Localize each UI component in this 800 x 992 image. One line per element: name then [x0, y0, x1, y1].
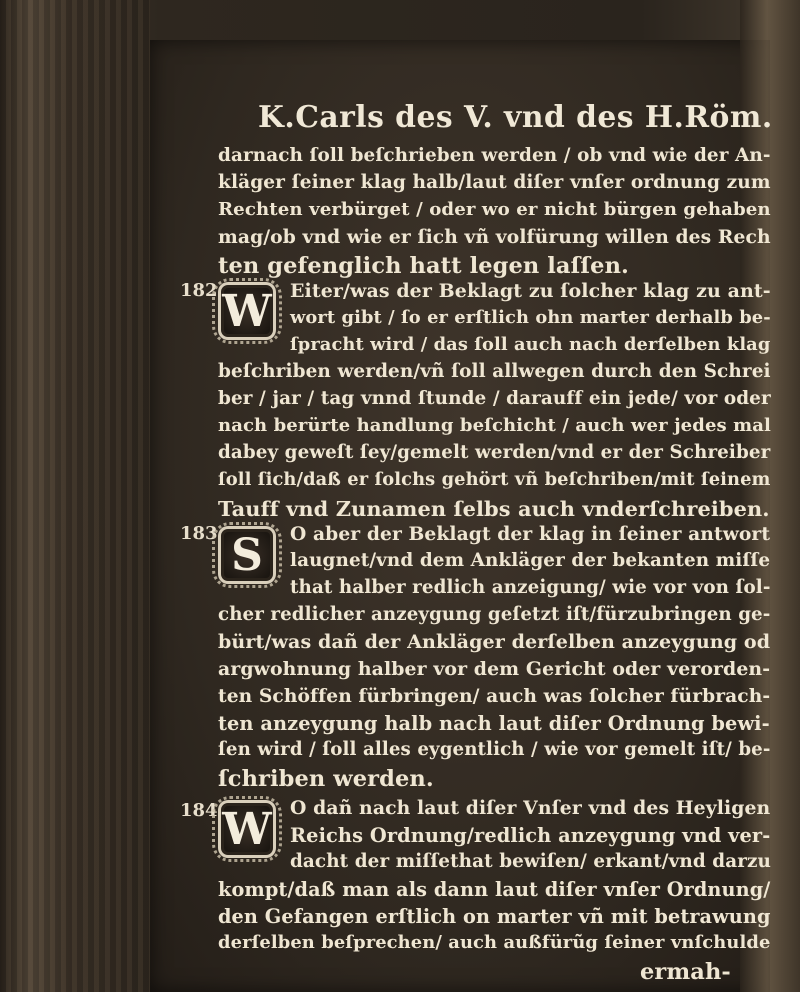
- text-line: O dañ nach laut diſer Vnſer vnd des Heyligen: [290, 797, 771, 819]
- article-number: 182: [180, 280, 218, 301]
- decorated-initial: [218, 526, 276, 584]
- text-line: derſelben beſprechen/ auch außfürũg ſeiner vnſchulde: [218, 932, 771, 953]
- text-line: mag/ob vnd wie er ſich vñ volfürung willen des Rech: [218, 226, 771, 248]
- text-line: Eiter/was der Beklagt zu ſolcher klag zu ant-: [290, 280, 771, 302]
- page-stack-left: [0, 0, 150, 992]
- text-line: Rechten verbürget / oder wo er nicht bürgen gehaben: [218, 199, 771, 220]
- text-line: wort gibt / ſo er erſtlich ohn marter derhalb be-: [290, 307, 771, 328]
- article-number: 184: [180, 800, 218, 821]
- text-line: bürt/was dañ der Ankläger derſelben anzeygung od: [218, 631, 771, 653]
- initial-letter: S: [231, 529, 263, 581]
- catchword: ermah-: [640, 959, 731, 985]
- text-line: ſoll ſich/daß er ſolchs gehört vñ beſchriben/mit ſeinem: [218, 469, 771, 490]
- text-line: ſpracht wird / das ſoll auch nach derſelben klag: [290, 334, 771, 355]
- initial-letter: W: [222, 285, 272, 337]
- article-number: 183: [180, 523, 218, 544]
- text-line: beſchriben werden/vñ ſoll allwegen durch den Schrei: [218, 361, 771, 382]
- text-line: dacht der miſſethat bewiſen/ erkant/vnd darzu: [290, 851, 771, 872]
- text-line: kompt/daß man als dann laut diſer vnſer Ordnung/: [218, 878, 771, 901]
- text-line: den Gefangen erſtlich on marter vñ mit betrawung: [218, 905, 771, 928]
- text-line: darnach ſoll beſchrieben werden / ob vnd wie der An-: [218, 145, 771, 166]
- text-line: cher redlicher anzeygung geſetzt iſt/fürzubringen ge-: [218, 604, 771, 625]
- decorated-initial: [218, 800, 276, 858]
- text-line: ſchriben werden.: [218, 766, 434, 792]
- text-line: dabey geweſt ſey/gemelt werden/vnd er der Schreiber: [218, 442, 771, 463]
- text-line: laugnet/vnd dem Ankläger der bekanten miſſe: [290, 550, 771, 571]
- running-header: K.Carls des V. vnd des H.Röm.: [258, 100, 773, 135]
- decorated-initial: [218, 282, 276, 340]
- text-line: Reichs Ordnung/redlich anzeygung vnd ver-: [290, 824, 771, 847]
- text-line: ber / jar / tag vnnd ſtunde / darauff ein jede/ vor oder: [218, 388, 771, 409]
- text-line: that halber redlich anzeigung/ wie vor von ſol-: [290, 577, 771, 598]
- text-line: ſen wird / ſoll alles eygentlich / wie vor gemelt iſt/ be-: [218, 739, 771, 760]
- text-line: ten anzeygung halb nach laut diſer Ordnung bewi-: [218, 712, 770, 735]
- text-line: ten gefenglich hatt legen laſſen.: [218, 253, 629, 279]
- text-line: argwohnung halber vor dem Gericht oder verorden-: [218, 658, 771, 680]
- text-line: O aber der Beklagt der klag in ſeiner antwort: [290, 523, 771, 545]
- text-line: Tauff vnd Zunamen ſelbs auch vnderſchreiben.: [218, 496, 770, 521]
- text-line: nach berürte handlung beſchicht / auch wer jedes mal: [218, 415, 771, 436]
- initial-letter: W: [222, 803, 272, 855]
- text-line: ten Schöffen fürbringen/ auch was ſolcher fürbrach-: [218, 685, 771, 707]
- text-line: kläger ſeiner klag halb/laut diſer vnſer ordnung zum: [218, 172, 771, 193]
